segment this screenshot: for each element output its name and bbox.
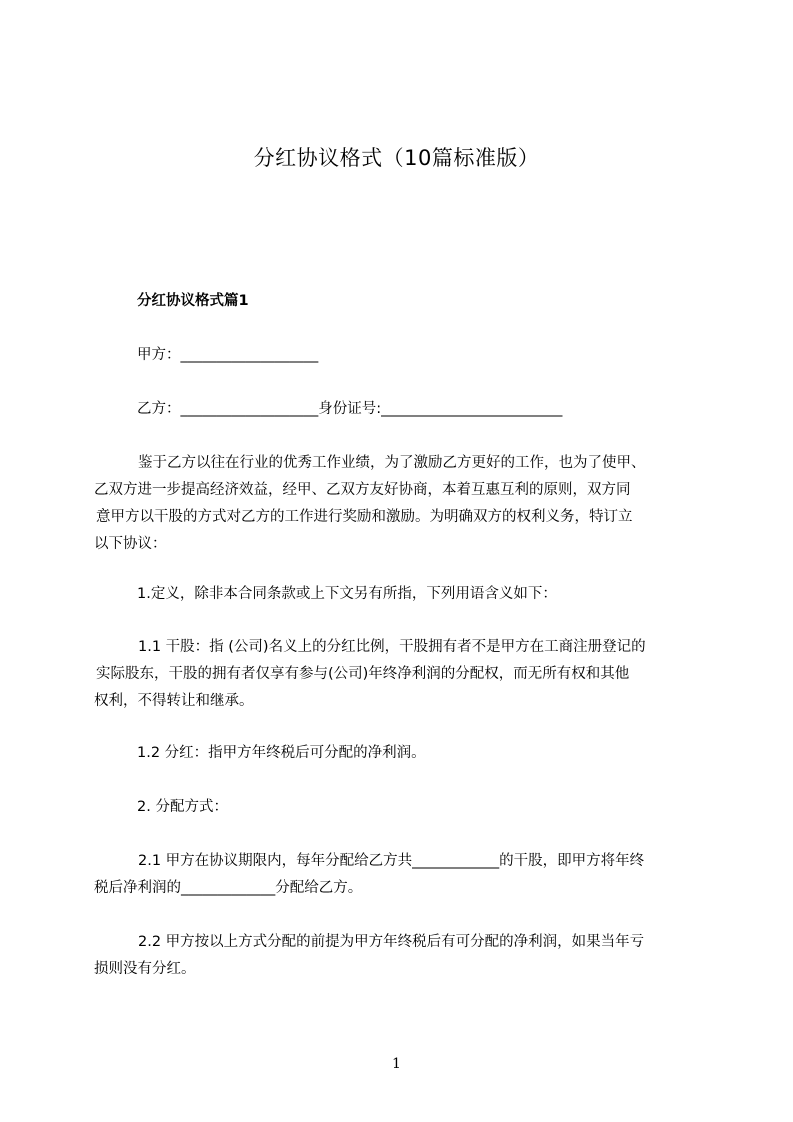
clause-line: 1.1 干股：指 (公司)名义上的分红比例，干股拥有者不是甲方在工商注册登记的: [138, 639, 646, 655]
clause-1: 1.定义，除非本合同条款或上下文另有所指，下列用语含义如下：: [137, 586, 557, 602]
clause-line: 权利，不得转让和继承。: [94, 693, 254, 709]
clause-1-1-paragraph: [94, 634, 700, 715]
intro-line: 鉴于乙方以往在行业的优秀工作业绩，为了激励乙方更好的工作，也为了使甲、: [138, 455, 646, 471]
clause-line: 2.2 甲方按以上方式分配的前提为甲方年终税后有可分配的净利润，如果当年亏: [138, 934, 645, 950]
clause-2-1-paragraph: [94, 848, 700, 902]
intro-line: 以下协议：: [94, 536, 167, 552]
clause-2-2-paragraph: [94, 929, 700, 983]
clause-line: 损则没有分红。: [94, 961, 196, 977]
clause-line: 税后净利润的_____________分配给乙方。: [94, 880, 363, 896]
page-number: 1: [392, 1056, 401, 1072]
clause-line: 实际股东，干股的拥有者仅享有参与(公司)年终净利润的分配权，而无所有权和其他: [96, 666, 630, 682]
clause-line: 2.1 甲方在协议期限内，每年分配给乙方共____________的干股，即甲方将年终: [138, 853, 645, 869]
clause-2: 2. 分配方式：: [137, 799, 228, 815]
document-title: 分红协议格式（10篇标准版）: [253, 146, 540, 170]
intro-line: 乙双方进一步提高经济效益，经甲、乙双方友好协商，本着互惠互利的原则，双方同: [94, 482, 631, 498]
party-b-line: 乙方：___________________身份证号:_________________________: [137, 401, 563, 417]
party-a-line: 甲方：___________________: [137, 347, 319, 363]
clause-1-2: 1.2 分红：指甲方年终税后可分配的净利润。: [137, 745, 426, 761]
intro-paragraph: [94, 450, 700, 558]
section-heading: 分红协议格式篇1: [137, 293, 249, 309]
intro-line: 意甲方以干股的方式对乙方的工作进行奖励和激励。为明确双方的权利义务，特订立: [96, 509, 633, 525]
